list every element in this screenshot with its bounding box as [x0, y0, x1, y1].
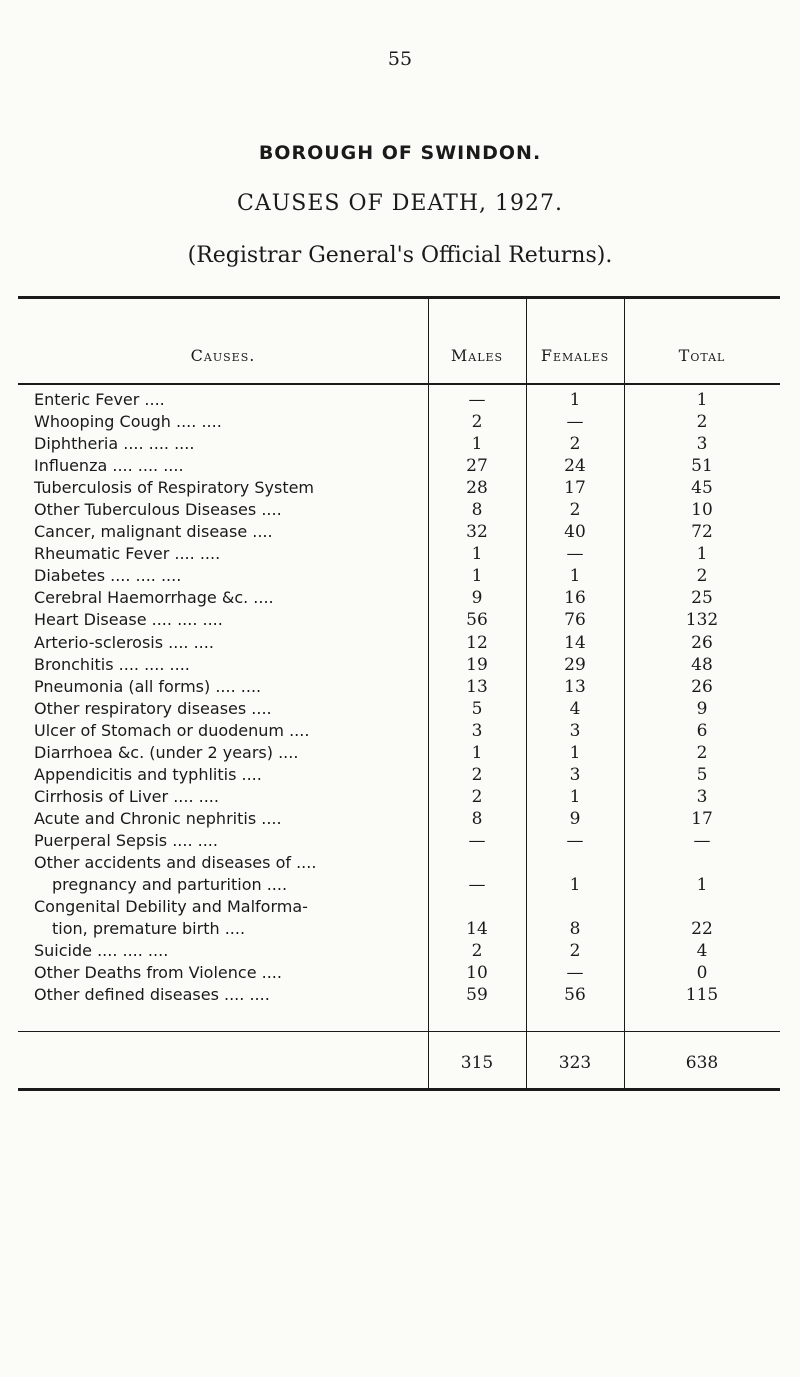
cause-cell: Other Tuberculous Diseases .... [34, 500, 282, 520]
header-rule [18, 383, 780, 385]
table-row [18, 940, 780, 962]
females-cell: 40 [564, 522, 586, 543]
males-cell: 1 [471, 742, 483, 763]
document-heading: BOROUGH OF SWINDON. [258, 142, 542, 164]
cause-cell: Other respiratory diseases .... [34, 698, 272, 718]
table-row [18, 918, 780, 940]
total-cell: — [693, 830, 711, 851]
table-title: CAUSES OF DEATH, 1927. [237, 191, 563, 216]
table-row [18, 786, 780, 808]
total-cell: 10 [691, 500, 713, 521]
table-row [18, 455, 780, 477]
cause-cell: Suicide .... .... .... [34, 941, 169, 961]
cause-cell: pregnancy and parturition .... [52, 875, 288, 895]
body-bottom-rule [18, 1031, 780, 1032]
total-cell: 2 [696, 412, 708, 433]
females-cell: 17 [564, 478, 586, 499]
males-cell: 32 [466, 522, 488, 543]
table-row [18, 433, 780, 455]
cause-cell: Bronchitis .... .... .... [34, 654, 190, 674]
males-cell: 13 [466, 676, 488, 697]
cause-cell: Heart Disease .... .... .... [34, 610, 223, 630]
females-cell: 2 [569, 434, 581, 455]
table-row [18, 587, 780, 609]
males-cell: 5 [471, 698, 483, 719]
males-cell: 8 [471, 808, 483, 829]
males-cell: — [468, 875, 486, 896]
total-cell: 1 [696, 875, 708, 896]
column-header-total: Total [678, 346, 726, 365]
total-cell: 2 [696, 742, 708, 763]
total-cell: 115 [685, 985, 719, 1006]
cause-cell: Tuberculosis of Respiratory System [34, 478, 315, 498]
table-row [18, 830, 780, 852]
total-cell: 48 [691, 654, 713, 675]
total-cell: 17 [691, 808, 713, 829]
top-rule [18, 296, 780, 299]
grand-total: 638 [685, 1053, 719, 1073]
total-cell: 1 [696, 544, 708, 565]
females-cell: — [566, 412, 584, 433]
cause-cell: Cerebral Haemorrhage &c. .... [34, 588, 274, 608]
males-cell: 3 [471, 720, 483, 741]
females-cell: 3 [569, 720, 581, 741]
males-cell: 1 [471, 544, 483, 565]
males-cell: 59 [466, 985, 488, 1006]
table-row [18, 742, 780, 764]
page-number: 55 [387, 48, 413, 70]
table-row [18, 764, 780, 786]
males-cell: 10 [466, 963, 488, 984]
table-row [18, 543, 780, 565]
bottom-rule [18, 1088, 780, 1091]
cause-cell: Diarrhoea &c. (under 2 years) .... [34, 742, 299, 762]
females-cell: 2 [569, 941, 581, 962]
females-cell: 4 [569, 698, 581, 719]
cause-cell: Cirrhosis of Liver .... .... [34, 786, 219, 806]
total-cell: 3 [696, 434, 708, 455]
cause-cell: Influenza .... .... .... [34, 456, 184, 476]
males-cell: 1 [471, 566, 483, 587]
total-cell: 26 [691, 676, 713, 697]
males-cell: 2 [471, 786, 483, 807]
females-cell: 8 [569, 919, 581, 940]
table-body [18, 389, 780, 1006]
females-cell: 13 [564, 676, 586, 697]
table-row [18, 962, 780, 984]
total-cell: 6 [696, 720, 708, 741]
cause-cell: Enteric Fever .... [34, 390, 165, 409]
source-note: (Registrar General's Official Returns). [187, 243, 613, 268]
causes-of-death-table [18, 296, 780, 1091]
females-cell: — [566, 963, 584, 984]
cause-cell: Whooping Cough .... .... [34, 412, 222, 432]
table-row [18, 874, 780, 896]
table-row [18, 411, 780, 433]
total-females: 323 [558, 1053, 592, 1073]
column-header-males: Males [450, 346, 504, 365]
table-row [18, 654, 780, 676]
total-cell: 132 [685, 610, 719, 631]
males-cell: 27 [466, 456, 488, 477]
table-row [18, 499, 780, 521]
cause-cell: Cancer, malignant disease .... [34, 522, 273, 542]
males-cell: 19 [466, 654, 488, 675]
total-cell: 3 [696, 786, 708, 807]
total-cell: 9 [696, 698, 708, 719]
cause-cell: tion, premature birth .... [52, 919, 246, 939]
total-cell: 0 [696, 963, 708, 984]
table-row [18, 896, 780, 918]
males-cell: — [468, 830, 486, 851]
cause-cell: Rheumatic Fever .... .... [34, 544, 221, 564]
total-cell: 51 [691, 456, 713, 477]
total-cell: 5 [696, 764, 708, 785]
total-cell: 4 [696, 941, 708, 962]
males-cell: 2 [471, 941, 483, 962]
cause-cell: Other accidents and diseases of .... [34, 852, 317, 872]
females-cell: 9 [569, 808, 581, 829]
total-cell: 2 [696, 566, 708, 587]
table-row [18, 477, 780, 499]
females-cell: — [566, 544, 584, 565]
table-row [18, 632, 780, 654]
total-cell: 72 [691, 522, 713, 543]
cause-cell: Diabetes .... .... .... [34, 566, 182, 586]
males-cell: 2 [471, 764, 483, 785]
cause-cell: Congenital Debility and Malforma- [34, 897, 308, 917]
table-row [18, 720, 780, 742]
females-cell: 14 [564, 632, 586, 653]
table-row [18, 565, 780, 587]
males-cell: 12 [466, 632, 488, 653]
total-males: 315 [460, 1053, 494, 1073]
females-cell: — [566, 830, 584, 851]
column-header-females: Females [540, 346, 610, 365]
males-cell: 1 [471, 434, 483, 455]
males-cell: 9 [471, 588, 483, 609]
total-cell: 45 [691, 478, 713, 499]
total-cell: 22 [691, 919, 713, 940]
table-row [18, 389, 780, 411]
males-cell: 14 [466, 919, 488, 940]
cause-cell: Arterio-sclerosis .... .... [34, 632, 214, 652]
females-cell: 1 [569, 390, 581, 410]
females-cell: 56 [564, 985, 586, 1006]
cause-cell: Other Deaths from Violence .... [34, 963, 282, 983]
total-cell: 26 [691, 632, 713, 653]
females-cell: 76 [564, 610, 586, 631]
cause-cell: Puerperal Sepsis .... .... [34, 830, 218, 850]
females-cell: 24 [564, 456, 586, 477]
table-row [18, 521, 780, 543]
table-row [18, 808, 780, 830]
table-row [18, 852, 780, 874]
total-cell: 1 [696, 390, 708, 410]
females-cell: 1 [569, 742, 581, 763]
cause-cell: Diphtheria .... .... .... [34, 434, 195, 454]
females-cell: 29 [564, 654, 586, 675]
table-row [18, 984, 780, 1006]
cause-cell: Pneumonia (all forms) .... .... [34, 676, 262, 696]
females-cell: 1 [569, 566, 581, 587]
column-header-causes: Causes. [190, 346, 256, 365]
females-cell: 3 [569, 764, 581, 785]
cause-cell: Ulcer of Stomach or duodenum .... [34, 720, 310, 740]
females-cell: 1 [569, 875, 581, 896]
total-cell: 25 [691, 588, 713, 609]
table-row [18, 698, 780, 720]
females-cell: 1 [569, 786, 581, 807]
cause-cell: Appendicitis and typhlitis .... [34, 764, 262, 784]
males-cell: 56 [466, 610, 488, 631]
table-row [18, 609, 780, 631]
cause-cell: Other defined diseases .... .... [34, 985, 270, 1005]
females-cell: 2 [569, 500, 581, 521]
table-row [18, 676, 780, 698]
females-cell: 16 [564, 588, 586, 609]
males-cell: 2 [471, 412, 483, 433]
males-cell: 8 [471, 500, 483, 521]
males-cell: — [468, 390, 486, 410]
males-cell: 28 [466, 478, 488, 499]
cause-cell: Acute and Chronic nephritis .... [34, 808, 282, 828]
